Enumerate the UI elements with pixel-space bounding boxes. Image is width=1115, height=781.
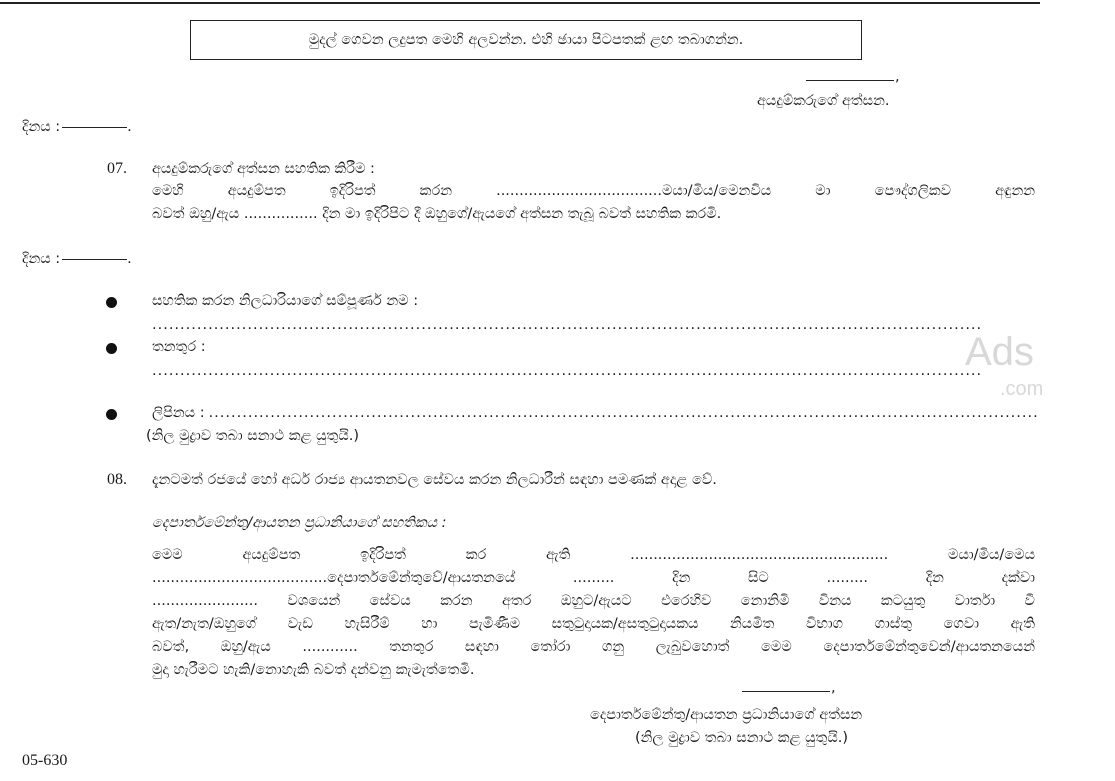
receipt-paste-box [190, 20, 862, 60]
section-07-line: මෙහි අයදුම්පත ඉදිරිපත් කරන ....................................මයා/මිය/මෙනවිය මා පෞද්ගලිකව අඳුනන [152, 183, 1035, 199]
seal-note: (නිල මුද්‍රාව තබා සනාථ කළ යුතුයි.) [146, 428, 360, 444]
certificate-line: ....................... වශයෙන් සේවය කරන අතර ඔහුට/ඇයට එරෙහිව නොනිමි විනය කටයුතු වාර්තා වී [152, 593, 1035, 609]
certifier-address-label: ලිපිනය : [152, 405, 205, 421]
section-08-number: 08. [107, 471, 127, 488]
bullet-icon [106, 297, 117, 308]
certificate-line: මෙම අයදුම්පත ඉදිරිපත් කර ඇති ........................................................ මයා/මිය/මෙය [152, 547, 1035, 563]
section-08-subheading: දෙපාර්තමේන්තු/ආයතන ප්‍රධානියාගේ සහතිකය : [152, 515, 447, 531]
date-label: දිනය : [22, 251, 61, 267]
head-signature-line [742, 691, 830, 692]
section-07-heading: අයදුම්කරුගේ අත්සන සහතික කිරීම : [152, 161, 375, 177]
comma: , [831, 680, 836, 696]
head-seal-note: (නිල මුද්‍රාව තබා සනාථ කළ යුතුයි.) [635, 730, 849, 746]
date-field-2: දිනය : . [22, 251, 132, 267]
date-label: දිනය : [22, 119, 61, 135]
certifier-designation-label: තනතුර : [152, 339, 206, 355]
certifier-name-field[interactable]: .................................................................................................................................................... [152, 317, 983, 333]
section-07-line: බවත් ඔහු/ඇය ................ දින මා ඉදිරිපිට දී ඔහුගේ/ඇයගේ අත්සන තැබූ බවත් සහතික කරමි. [152, 206, 722, 222]
certifier-designation-field[interactable]: .................................................................................................................................................... [152, 363, 983, 379]
certificate-line: බවත්, ඔහු/ඇය ............ තනතුර සඳහා තෝරා ගනු ලැබුවහොත් මෙම දෙපාර්තමේන්තුවෙන්/ආයතනයෙන් [152, 639, 1035, 655]
date-field-1: දිනය : . [22, 119, 132, 135]
footer-code: 05-630 [22, 752, 68, 769]
applicant-signature-label: අයදුම්කරුගේ අත්සන. [757, 93, 890, 109]
certifier-name-label: සහතික කරන නිලධාරියාගේ සම්පූර්ණ නම : [152, 293, 419, 309]
section-08-heading: දැනටමත් රජයේ හෝ අර්ධ රාජ්‍ය ආයතනවල සේවය කරන නිලධාරීන් සඳහා පමණක් අදාළ වේ. [152, 472, 717, 488]
head-signature-label: දෙපාර්තමේන්තු/ආයතන ප්‍රධානියාගේ අත්සන [590, 707, 863, 723]
comma: , [895, 69, 900, 85]
applicant-signature-line [806, 80, 894, 81]
bullet-icon [106, 409, 117, 420]
receipt-instruction: මුදල් ගෙවන ලදුපත මෙහි අලවන්න. එහි ඡායා පිටපතක් ළඟ තබාගන්න. [308, 32, 744, 48]
bullet-icon [106, 343, 117, 354]
certifier-address-field[interactable]: .................................................................................................................................................... [208, 405, 1039, 421]
watermark-logo-sub: .com [1000, 378, 1044, 400]
certificate-line: ඇත/නැත/ඔහුගේ වැඩ හැසිරීම් හා පැමිණීම සතුටුදායක/අසතුටුදායකය නියමිත විභාග ගාස්තු ගෙවා ඇති [152, 616, 1035, 632]
top-rule [0, 2, 1040, 4]
certificate-line: මුදා හැරීමට හැකි/නොහැකි බවත් දන්වනු කැමැත්තෙමි. [152, 662, 475, 678]
section-07-number: 07. [107, 160, 127, 177]
watermark-logo: Ads [965, 330, 1034, 374]
certifier-address-row [152, 404, 1039, 422]
certificate-line: ......................................දෙපාර්තමේන්තුවේ/ආයතනයේ ......... දින සිට ......... දින දක්වා [152, 570, 1035, 586]
